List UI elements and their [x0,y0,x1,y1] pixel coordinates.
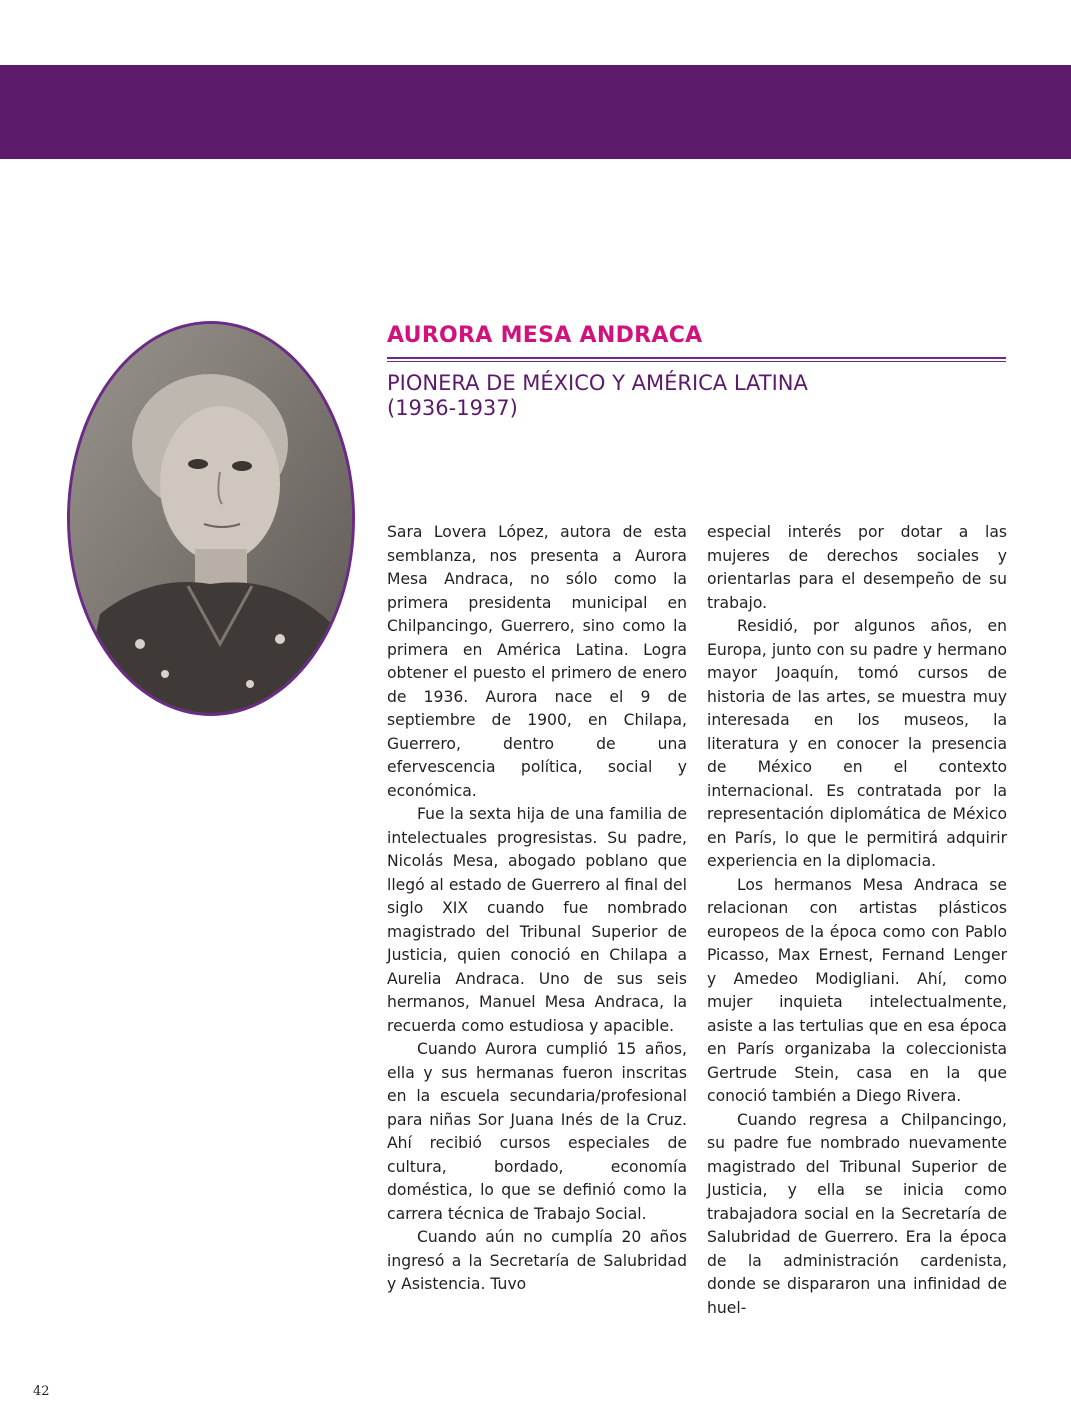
page-number: 42 [33,1384,50,1399]
title-rule [387,357,1006,362]
article-subtitle [387,371,1007,421]
text-column-left [387,521,687,1297]
portrait-photo-icon [67,321,355,716]
text-column-right [707,521,1007,1320]
paragraph: Fue la sexta hija de una familia de intelectuales progresistas. Su padre, Nicolás Mesa, abogado poblano que llegó al estado de Guerrero al final del siglo XIX cuando fue nombrado magistrado del Tribunal Superior de Justicia, quien conoció en Chilapa a Aurelia Andraca. Uno de sus seis hermanos, Manuel Mesa Andraca, la recuerda como estudiosa y apacible. [387,805,687,1035]
header-band [0,65,1071,159]
subtitle-line-2: (1936-1937) [387,396,518,420]
paragraph: Sara Lovera López, autora de esta semblanza, nos presenta a Aurora Mesa Andraca, no sólo como la primera presidenta municipal en Chilpancingo, Guerrero, sino como la primera en América Latina. Logra obtener el puesto el primero de enero de 1936. Aurora nace el 9 de septiembre de 1900, en Chilapa, Guerrero, dentro de una efervescencia política, social y económica. [387,523,687,800]
paragraph: Residió, por algunos años, en Europa, junto con su padre y hermano mayor Joaquín, tomó cursos de historia de las artes, se muestra muy interesada en los museos, la literatura y en conocer la presencia de México en el contexto internacional. Es contratada por la representación diplomática de México en París, lo que le permitirá adquirir experiencia en la diplomacia. [707,617,1007,870]
paragraph: Cuando aún no cumplía 20 años ingresó a la Secretaría de Salubridad y Asistencia. Tuvo [387,1228,687,1293]
paragraph: Cuando regresa a Chilpancingo, su padre fue nombrado nuevamente magistrado del Tribunal Superior de Justicia, y ella se inicia como trabajadora social en la Secretaría de Salubridad de Guerrero. Era la época de la administración cardenista, donde se dispararon una infinidad de huel- [707,1110,1007,1317]
paragraph: especial interés por dotar a las mujeres de derechos sociales y orientarlas para el desempeño de su trabajo. [707,523,1007,612]
paragraph: Los hermanos Mesa Andraca se relacionan con artistas plásticos europeos de la época como con Pablo Picasso, Max Ernest, Fernand Lenger y Amedeo Modigliani. Ahí, como mujer inquieta intelectualmente, asiste a las tertulias que en esa época en París organizaba la coleccionista Gertrude Stein, casa en la que conoció también a Diego Rivera. [707,875,1007,1105]
subtitle-line-1: PIONERA DE MÉXICO Y AMÉRICA LATINA [387,371,808,395]
article-name: AURORA MESA ANDRACA [387,323,703,348]
paragraph: Cuando Aurora cumplió 15 años, ella y sus hermanas fueron inscritas en la escuela secundaria/profesional para niñas Sor Juana Inés de la Cruz. Ahí recibió cursos especiales de cultura, bordado, economía doméstica, lo que se definió como la carrera técnica de Trabajo Social. [387,1040,687,1223]
